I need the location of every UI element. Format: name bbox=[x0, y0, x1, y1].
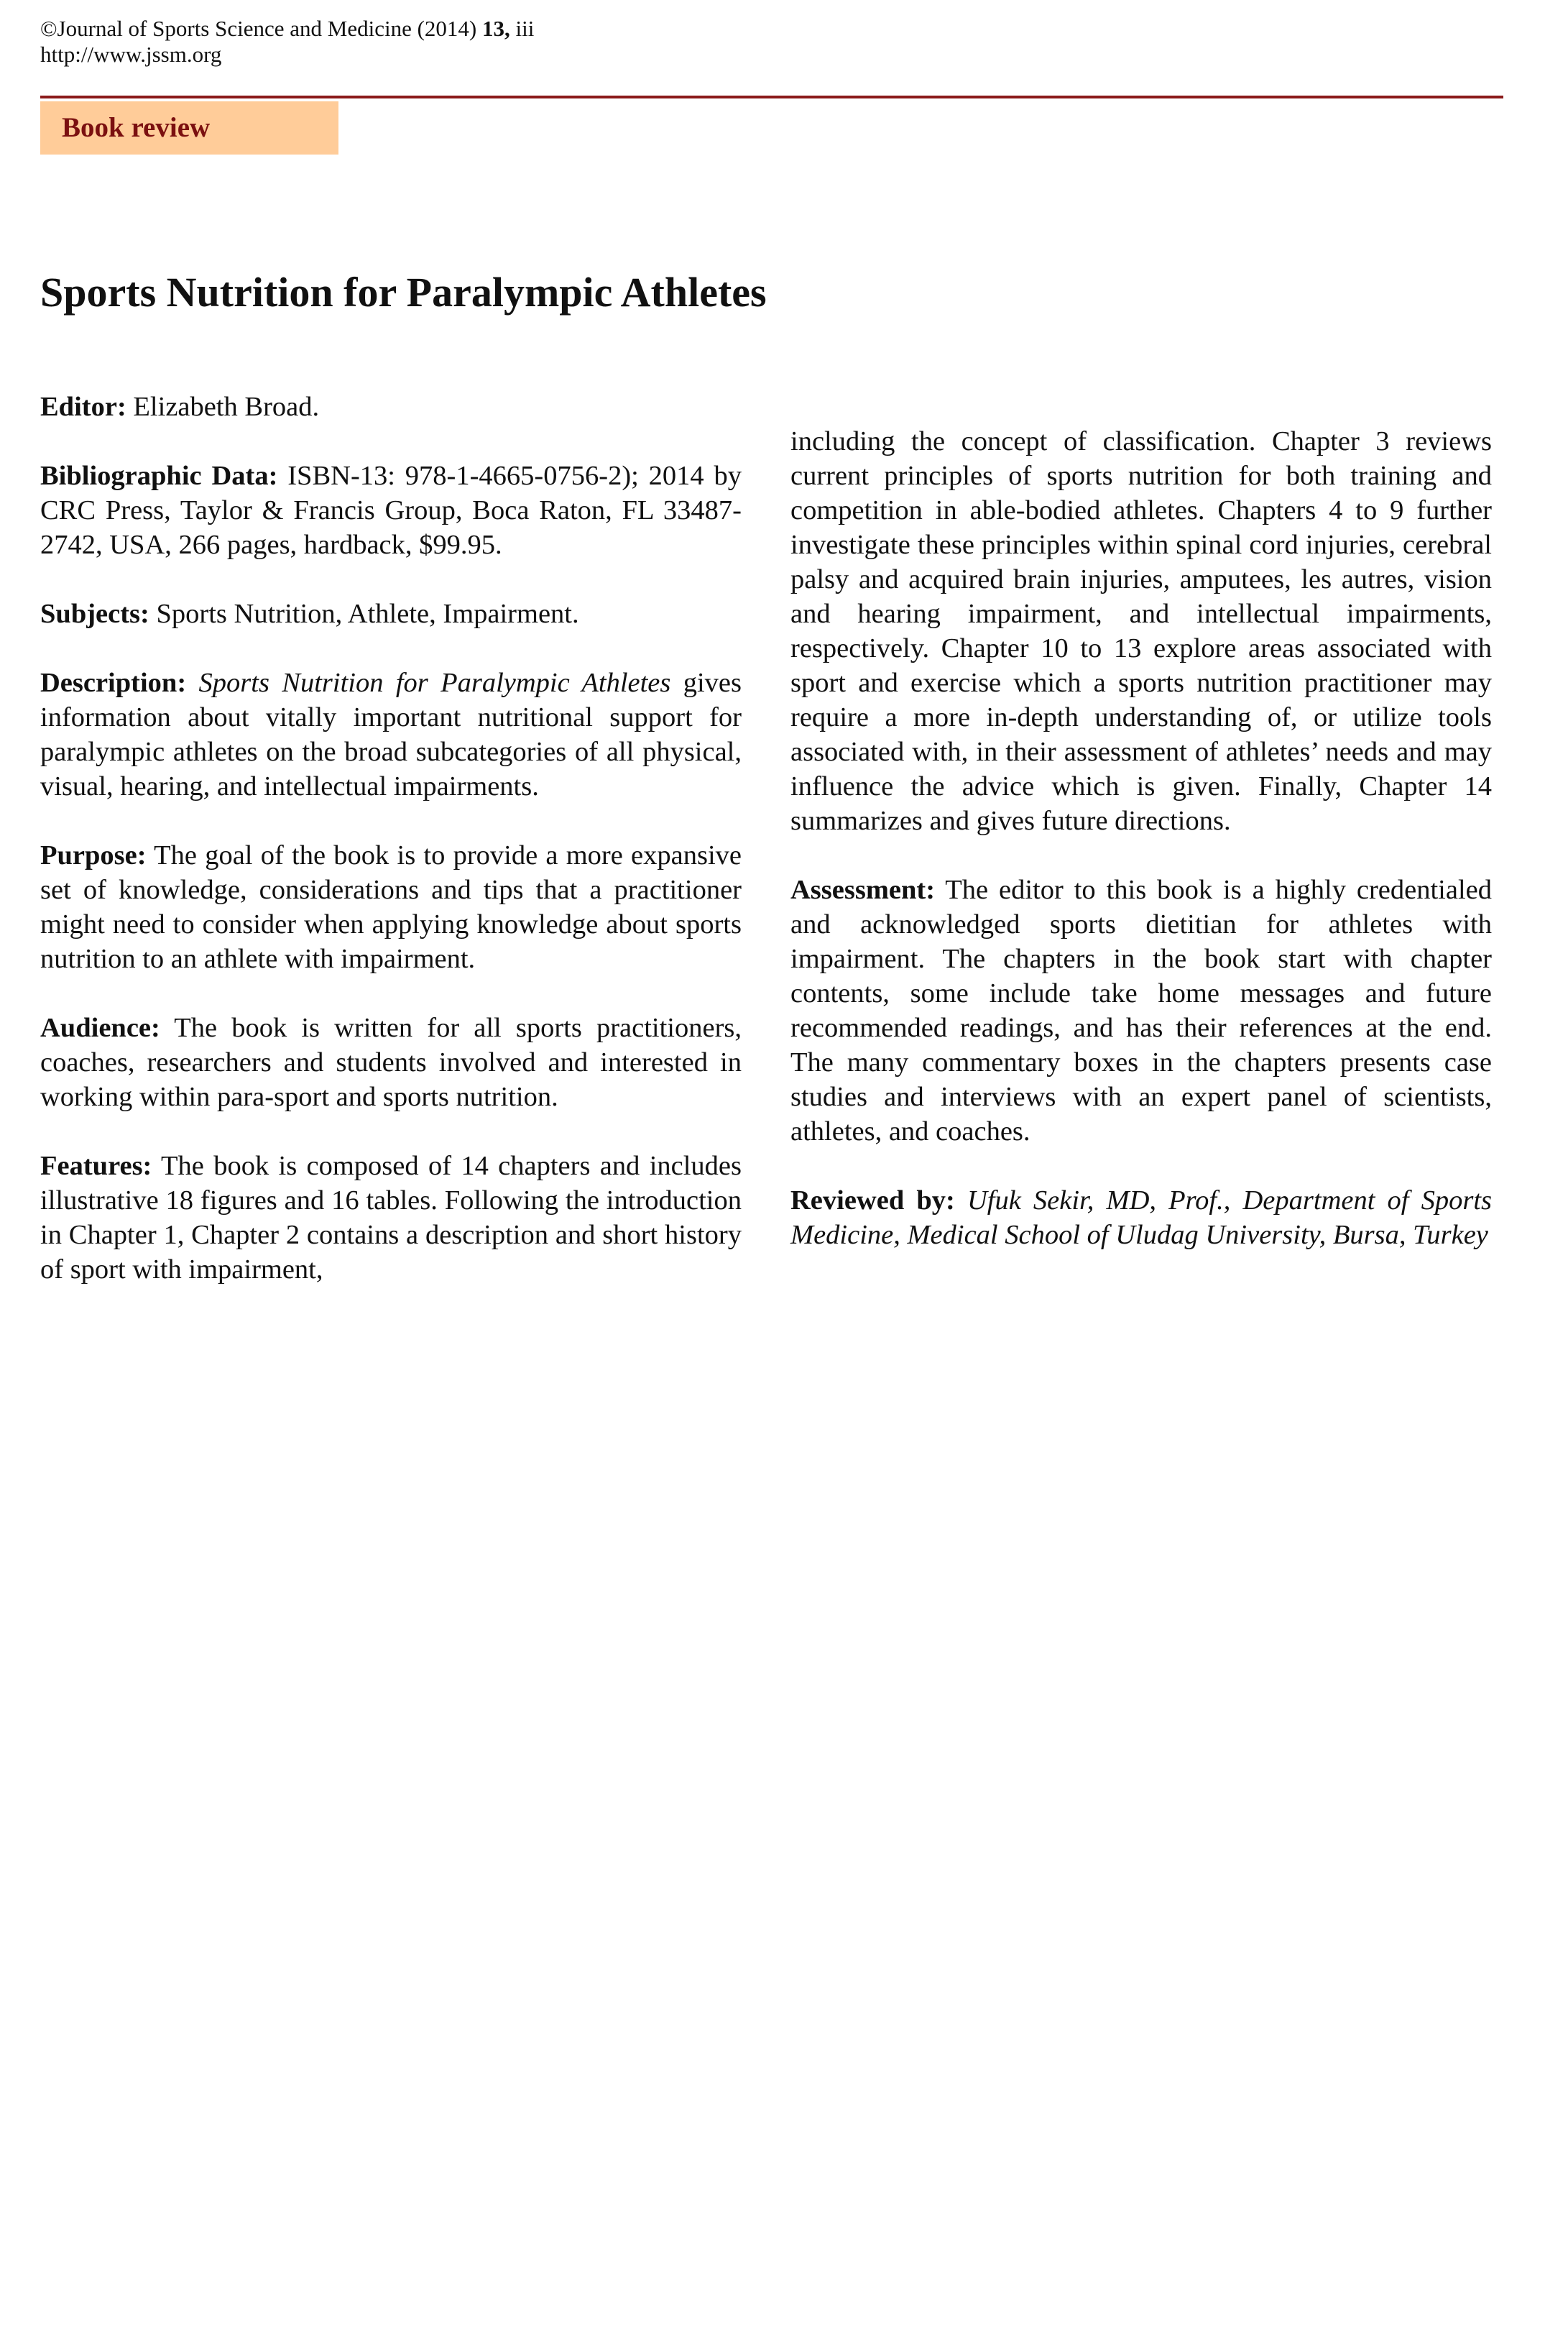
journal-citation bbox=[40, 16, 534, 42]
description-label: Description: bbox=[40, 668, 187, 698]
editor-text: Elizabeth Broad. bbox=[126, 392, 320, 422]
journal-url[interactable]: http://www.jssm.org bbox=[40, 42, 222, 67]
subjects-paragraph bbox=[40, 597, 742, 631]
header-divider bbox=[40, 96, 1503, 98]
description-paragraph bbox=[40, 666, 742, 804]
editor-label: Editor: bbox=[40, 392, 126, 422]
article-title: Sports Nutrition for Paralympic Athletes bbox=[40, 269, 767, 316]
journal-page: iii bbox=[509, 16, 535, 41]
journal-volume: 13, bbox=[482, 16, 510, 41]
bibliographic-text: ISBN-13: 978-1-4665-0756-2); 2014 by CRC Press, Taylor & Francis Group, Boca Raton, FL 33487-2742, USA, 266 pages, hardback, $99.95. bbox=[40, 461, 742, 560]
purpose-text: The goal of the book is to provide a more expansive set of knowledge, considerations and tips that a practitioner might need to consider when applying knowledge about sports nutrition to an athlete with impairment. bbox=[40, 840, 742, 974]
description-book-title: Sports Nutrition for Paralympic Athletes bbox=[198, 668, 671, 698]
features-text: The book is composed of 14 chapters and includes illustrative 18 figures and 16 tables. Following the introduction in Chapter 1, Chapter 2 contains a description and short history of sport with impairment, bbox=[40, 1151, 742, 1285]
assessment-paragraph bbox=[790, 873, 1492, 1149]
features-continued-paragraph bbox=[790, 424, 1492, 838]
subjects-text: Sports Nutrition, Athlete, Impairment. bbox=[149, 599, 579, 629]
bibliographic-paragraph bbox=[40, 459, 742, 562]
journal-name: ©Journal of Sports Science and Medicine (2014) bbox=[40, 16, 482, 41]
reviewed-by-text: Ufuk Sekir, MD, Prof., Department of Sports Medicine, Medical School of Uludag University, Bursa, Turkey bbox=[790, 1185, 1492, 1250]
editor-paragraph bbox=[40, 390, 742, 424]
reviewed-by-label: Reviewed by: bbox=[790, 1185, 955, 1216]
reviewed-by-paragraph bbox=[790, 1183, 1492, 1252]
subjects-label: Subjects: bbox=[40, 599, 149, 629]
assessment-label: Assessment: bbox=[790, 875, 936, 905]
right-column bbox=[790, 424, 1492, 1252]
description-text: gives information about vitally important nutritional support for paralympic athletes on the broad subcategories of all physical, visual, hearing, and intellectual impairments. bbox=[40, 668, 742, 801]
assessment-text: The editor to this book is a highly credentialed and acknowledged sports dietitian for athletes with impairment. The chapters in the book start with chapter contents, some include take home messages and future recommended readings, and has their references at the end. The many commentary boxes in the chapters presents case studies and interviews with an expert panel of scientists, athletes, and coaches. bbox=[790, 875, 1492, 1147]
audience-text: The book is written for all sports practitioners, coaches, researchers and students involved and interested in working within para-sport and sports nutrition. bbox=[40, 1013, 742, 1112]
left-column bbox=[40, 390, 742, 1287]
journal-header bbox=[40, 16, 534, 68]
audience-label: Audience: bbox=[40, 1013, 160, 1043]
bibliographic-label: Bibliographic Data: bbox=[40, 461, 278, 491]
purpose-paragraph bbox=[40, 838, 742, 976]
purpose-label: Purpose: bbox=[40, 840, 147, 870]
features-label: Features: bbox=[40, 1151, 152, 1181]
audience-paragraph bbox=[40, 1011, 742, 1114]
features-paragraph bbox=[40, 1149, 742, 1287]
section-tag: Book review bbox=[40, 101, 338, 155]
features-continued-text: including the concept of classification. Chapter 3 reviews current principles of sports nutrition for both training and competition in able-bodied athletes. Chapters 4 to 9 further investigate these principles within spinal cord injuries, cerebral palsy and acquired brain injuries, amputees, les autres, vision and hearing impairment, and intellectual impairments, respectively. Chapter 10 to 13 explore areas associated with sport and exercise which a sports nutrition practitioner may require a more in-depth understanding of, or utilize tools associated with, in their assessment of athletes’ needs and may influence the advice which is given. Finally, Chapter 14 summarizes and gives future directions. bbox=[790, 426, 1492, 836]
